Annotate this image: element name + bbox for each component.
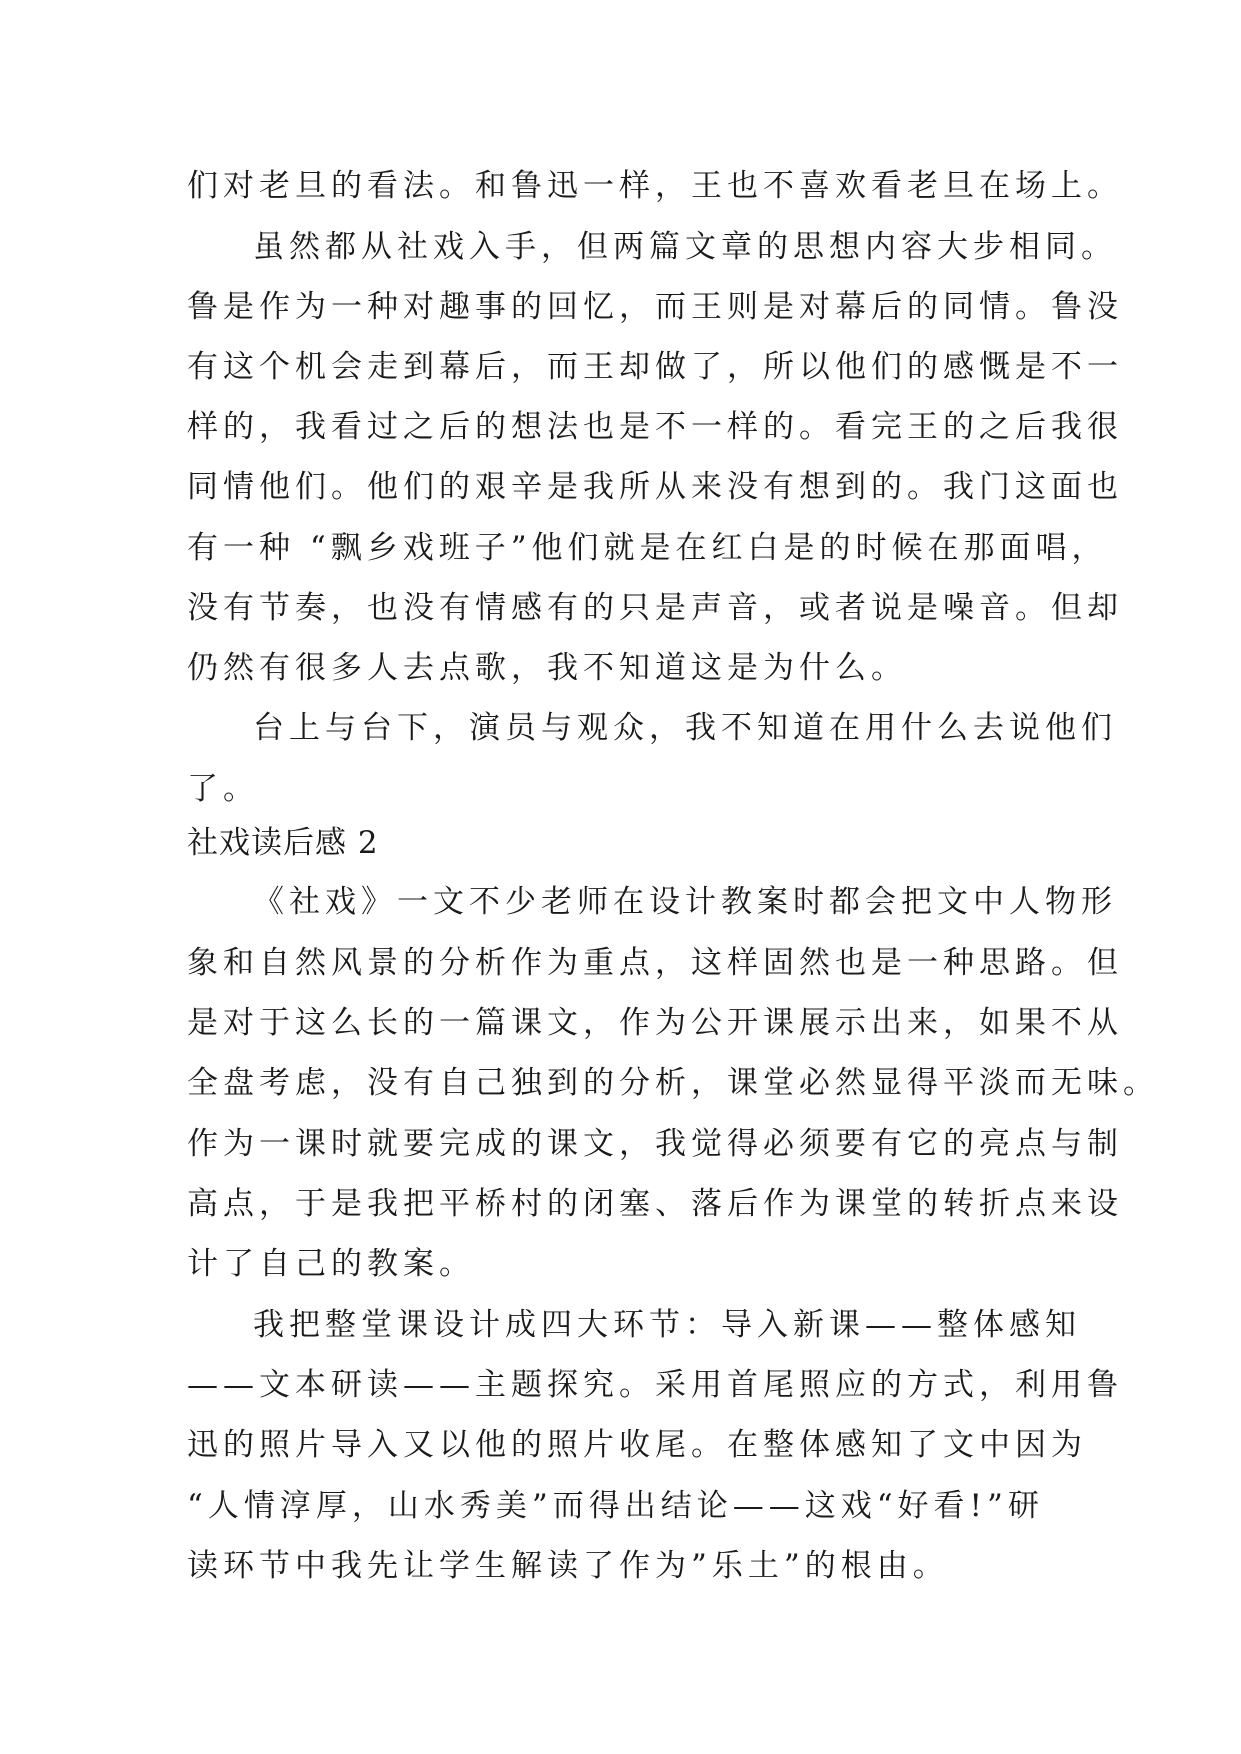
paragraph-start-line: 《社戏》一文不少老师在设计教案时都会把文中人物形	[253, 884, 1117, 920]
text-line: 了。	[187, 771, 259, 807]
text-line: 有这个机会走到幕后，而王却做了，所以他们的感慨是不一	[187, 349, 1123, 385]
text-line: 计了自己的教案。	[187, 1246, 475, 1282]
text-line: 鲁是作为一种对趣事的回忆，而王则是对幕后的同情。鲁没	[187, 289, 1123, 325]
text-line: 高点，于是我把平桥村的闭塞、落后作为课堂的转折点来设	[187, 1186, 1123, 1222]
text-line: 有一种 “飘乡戏班子”他们就是在红白是的时候在那面唱，	[187, 530, 1108, 566]
section-heading: 社戏读后感 2	[187, 825, 379, 861]
text-line: 样的，我看过之后的想法也是不一样的。看完王的之后我很	[187, 409, 1123, 445]
text-line: 们对老旦的看法。和鲁迅一样，王也不喜欢看老旦在场上。	[187, 168, 1123, 204]
paragraph-start-line: 台上与台下，演员与观众，我不知道在用什么去说他们	[253, 710, 1117, 746]
text-line: ——文本研读——主题探究。采用首尾照应的方式，利用鲁	[187, 1367, 1123, 1403]
paragraph-start-line: 虽然都从社戏入手，但两篇文章的思想内容大步相同。	[253, 229, 1117, 265]
text-line: 作为一课时就要完成的课文，我觉得必须要有它的亮点与制	[187, 1126, 1123, 1162]
text-line: 同情他们。他们的艰辛是我所从来没有想到的。我门这面也	[187, 469, 1123, 505]
paragraph-start-line: 我把整堂课设计成四大环节：导入新课——整体感知	[253, 1307, 1081, 1343]
text-line: 是对于这么长的一篇课文，作为公开课展示出来，如果不从	[187, 1005, 1123, 1041]
text-line: 读环节中我先让学生解读了作为”乐土”的根由。	[187, 1548, 949, 1584]
text-line: 仍然有很多人去点歌，我不知道这是为什么。	[187, 650, 907, 686]
text-line: 迅的照片导入又以他的照片收尾。在整体感知了文中因为	[187, 1427, 1087, 1463]
text-line: “人情淳厚，山水秀美”而得出结论——这戏“好看!”研	[187, 1488, 1044, 1524]
text-line: 象和自然风景的分析作为重点，这样固然也是一种思路。但	[187, 945, 1123, 981]
text-line: 全盘考虑，没有自己独到的分析，课堂必然显得平淡而无味。	[187, 1065, 1159, 1101]
text-line: 没有节奏，也没有情感有的只是声音，或者说是噪音。但却	[187, 590, 1123, 626]
